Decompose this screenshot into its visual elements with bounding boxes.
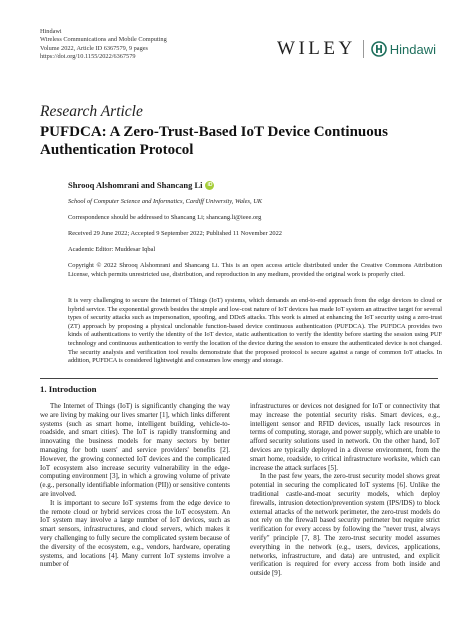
hindawi-logo-icon (371, 41, 387, 57)
article-title: PUFDCA: A Zero-Trust-Based IoT Device Continuous Authentication Protocol (40, 124, 388, 158)
abstract: It is very challenging to secure the Internet of Things (IoT) systems, which demands an end-to-end approach from the edge devices to cloud or hybrid service. The exponential growth besides the simple and low-cost nature of IoT devices has made IoT system an attractive target for several types of security attacks such as impersonation, spoofing, and DDoS attacks. This work is aimed at enhancing the IoT security using a zero-trust (ZT) approach by proposing a physical unclonable function-based device continuous authentication (PUFDCA). The PUFDCA provides two kinds of authentications to verify the identity of the IoT device, static authentication to verify the identity before starting the session using PUF technology and continuous authentication to verify the location of the device during the session to ensure the authenticated device is not changed. The security analysis and verification tool results demonstrate that the proposed protocol is secure against a range of common IoT attacks. In addition, PUFDCA is considered lightweight and consumes low energy and storage. (68, 297, 442, 365)
hindawi-logo (371, 41, 436, 57)
journal-doi-link[interactable]: https://doi.org/10.1155/2022/6367579 (40, 53, 136, 61)
journal-publisher-name: Hindawi (40, 28, 62, 35)
author-line (68, 180, 214, 190)
correspondence: Correspondence should be addressed to Shancang Li; shancang.li@ieee.org (68, 214, 262, 221)
author-names: Shrooq Alshomrani and Shancang Li (68, 180, 203, 190)
publication-dates: Received 29 June 2022; Accepted 9 September 2022; Published 11 November 2022 (68, 230, 282, 237)
orcid-icon[interactable]: iD (207, 182, 213, 188)
left-column (40, 402, 230, 569)
academic-editor: Academic Editor: Muddesar Iqbal (68, 246, 156, 253)
wiley-logo: WILEY (277, 38, 356, 59)
logo-divider (363, 40, 364, 58)
paragraph: It is important to secure IoT systems from the edge device to the remote cloud or hybrid services cross the IoT ecosystem. An IoT system may involve a large number of IoT devices, such as smart sensors, infrastructures, and cloud servers, which makes it very challenging to fully secure the complicated system because of the diversity of the ecosystem, e.g., vendors, hardware, operating systems, and locations [4]. Many current IoT systems involve a number of (40, 498, 230, 569)
journal-title: Wireless Communications and Mobile Computing (40, 36, 167, 44)
right-column (250, 402, 440, 578)
journal-volume: Volume 2022, Article ID 6367579, 9 pages (40, 44, 148, 52)
paragraph: infrastructures or devices not designed for IoT or connectivity that may increase the potential security risks. Smart devices, e.g., intelligent sensor and RFID devices, usually lack resources in terms of computing, storage, and power supply, which are unable to afford security solutions used in network. On the other hand, IoT devices are typically deployed in a diverse environment, from the smart home, roadside, to critical infrastructure worksite, which can increase the attack surfaces [5]. (250, 402, 440, 472)
paragraph: In the past few years, the zero-trust security model shows great potential in securing the complicated IoT systems [6]. Unlike the traditional castle-and-moat security models, which deploy firewalls, intrusion detection/prevention system (IPS/IDS) to block external attacks of the network perimeter, the zero-trust models do not rely on the firewall based security perimeter but require strict verification for every access by following the "never trust, always verify" principle [7, 8]. The zero-trust security model assumes everything in the network (e.g., users, devices, applications, networks, infrastructure, and data) are untrusted, and explicit verification is required for every access from both inside and outside [9]. (250, 472, 440, 578)
journal-info (40, 28, 167, 62)
publisher-logos (277, 38, 436, 60)
article-type: Research Article (40, 103, 143, 120)
paragraph: The Internet of Things (IoT) is significantly changing the way we are living by making our lives smarter [1], which links different systems (such as smart home, intelligent building, vehicle-to-roadside, and smart cities). The IoT is rapidly transforming and innovating the business models for many sectors by better managing for both users' and service providers' benefits [2]. However, the growing connected IoT devices and the complicated IoT ecosystem also increase security vulnerability in the edge-computing environment [3], in which a growing volume of private (e.g., personally identifiable information (PII)) or sensitive contents are involved. (40, 402, 230, 498)
affiliation: School of Computer Science and Informatics, Cardiff University, Wales, UK (68, 198, 263, 205)
section-divider (40, 378, 438, 379)
hindawi-wordmark: Hindawi (389, 41, 436, 57)
section-heading: 1. Introduction (40, 384, 97, 394)
copyright-notice: Copyright © 2022 Shrooq Alshomrani and Shancang Li. This is an open access article distributed under the Creative Commons Attribution License, which permits unrestricted use, distribution, and reproduction in any medium, provided the original work is properly cited. (68, 262, 442, 278)
